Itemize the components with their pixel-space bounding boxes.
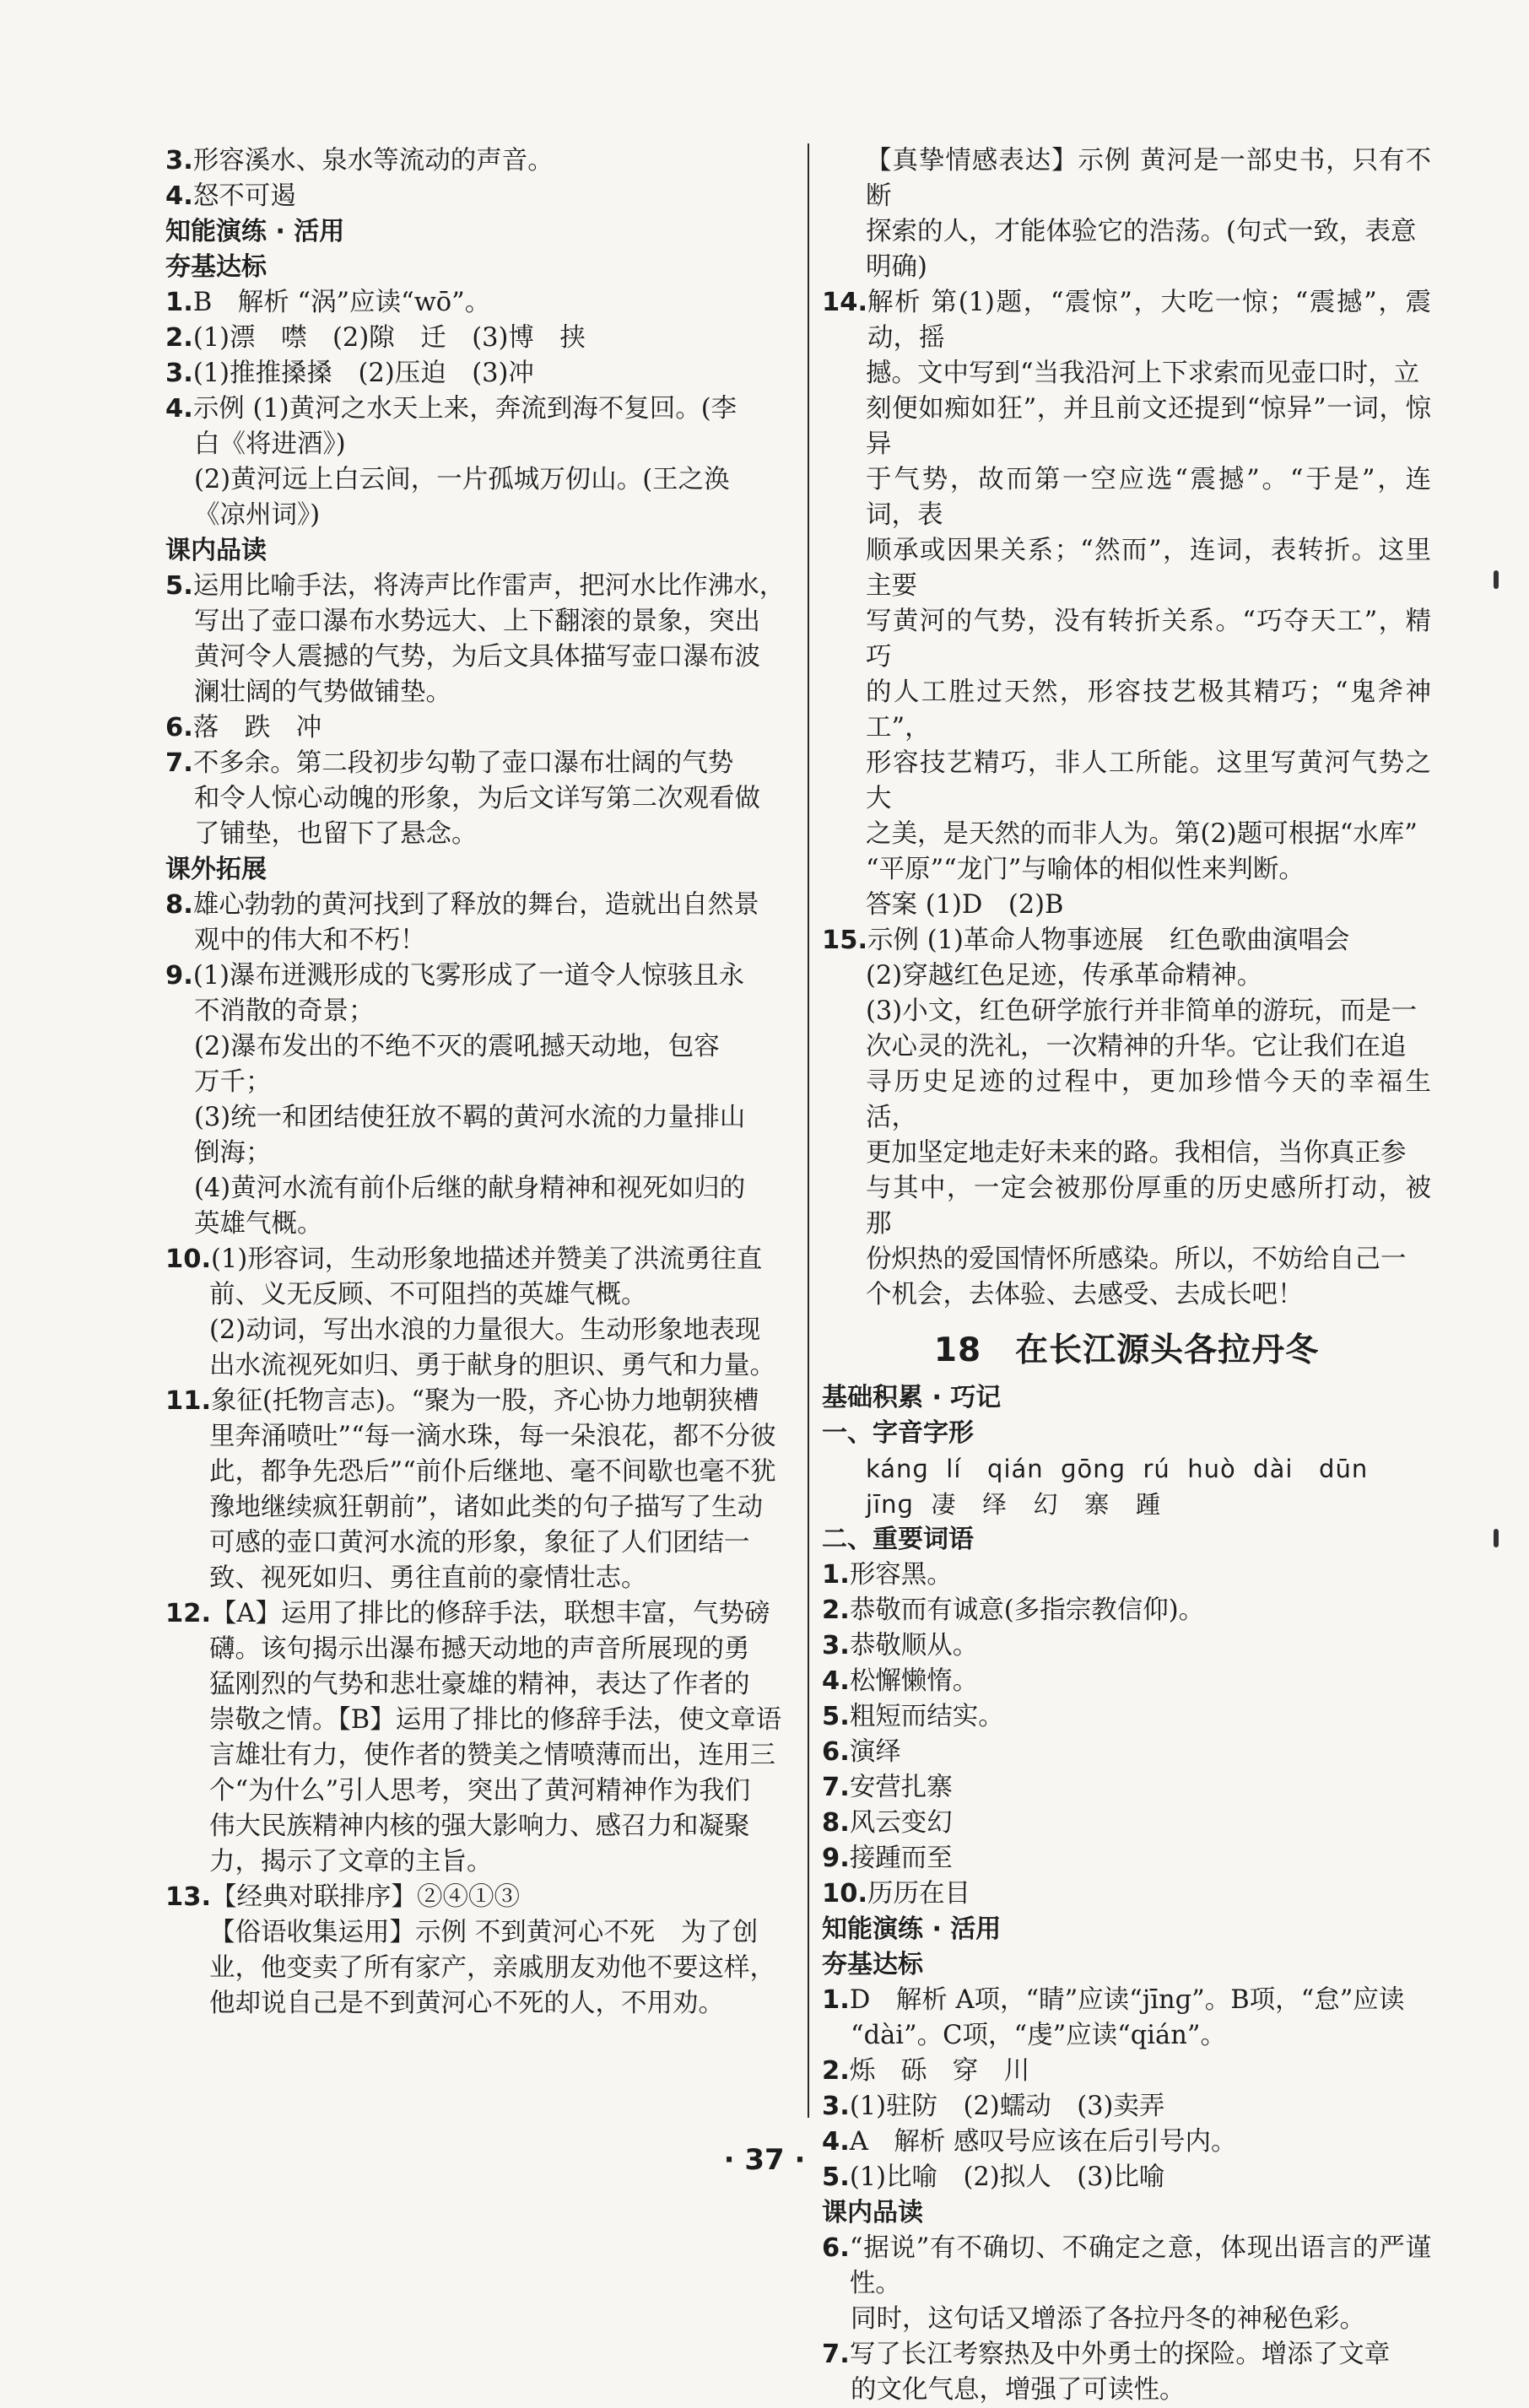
section-heading: 一、字音字形 [822, 1418, 974, 1448]
item-text: 松懈懒惰。 [849, 1666, 979, 1696]
item-number: 15. [822, 926, 868, 955]
continuation-line: 和令人惊心动魄的形象，为后文详写第二次观看做 [194, 784, 760, 813]
continuation-line: 次心灵的洗礼，一次精神的升华。它让我们在追 [866, 1032, 1407, 1061]
continuation-line: 豫地继续疯狂朝前”，诸如此类的句子描写了生动 [209, 1493, 764, 1522]
answer-item [165, 746, 793, 781]
item-number: 2. [822, 1595, 850, 1625]
answer-item [822, 1735, 1431, 1770]
continuation-line: 撼。文中写到“当我沿河上下求索而见壶口时，立 [866, 359, 1420, 388]
item-text: 示例 (1)革命人物事迹展 红色歌曲演唱会 [867, 926, 1350, 955]
continuation-line: 他却说自己是不到黄河心不死的人，不用劝。 [209, 1989, 724, 2018]
section-heading: 夯基达标 [822, 1950, 923, 1979]
item-text: 形容溪水、泉水等流动的声音。 [192, 146, 554, 175]
answer-item [165, 143, 793, 179]
continuation-line: 写出了壶口瀑布水势远大、上下翻滚的景象，突出 [194, 607, 760, 636]
item-number: 7. [822, 1773, 850, 1802]
continuation-line: (3)小文，红色研学旅行并非简单的游玩，而是一 [866, 996, 1418, 1026]
answer-item [822, 1876, 1431, 1912]
item-text: 写了长江考察热及中外勇士的探险。增添了文章 [849, 2340, 1391, 2369]
pinyin-row: jīnɡ 凄 绎 幻 寨 踵 [866, 1490, 1161, 1519]
continuation-line: 个机会，去体验、去感受、去成长吧！ [866, 1280, 1304, 1309]
item-text: (1)驻防 (2)蠕动 (3)卖弄 [849, 2092, 1165, 2121]
item-number: 4. [165, 181, 193, 211]
continuation-line: 可感的壶口黄河水流的形象，象征了人们团结一 [209, 1528, 750, 1558]
item-number: 6. [822, 1737, 850, 1767]
item-text: 解析 第(1)题，“震惊”，大吃一惊；“震撼”，震动，摇 [867, 288, 1431, 353]
section-heading: 课内品读 [822, 2198, 923, 2227]
item-text: 示例 (1)黄河之水天上来，奔流到海不复回。(李 [192, 394, 737, 424]
continuation-line: 寻历史足迹的过程中，更加珍惜今天的幸福生活， [866, 1067, 1431, 1132]
item-text: 烁 砾 穿 川 [849, 2056, 1030, 2086]
item-text: 接踵而至 [849, 1844, 953, 1873]
item-number: 13. [165, 1882, 212, 1912]
item-number: 4. [822, 2127, 850, 2157]
item-number: 6. [822, 2233, 850, 2263]
answer-item [165, 1242, 793, 1277]
continuation-line: 此，都争先恐后”“前仆后继地、毫不间歇也毫不犹 [209, 1457, 776, 1487]
answer-item [822, 1841, 1431, 1876]
item-text: (1)漂 噤 (2)隙 迁 (3)博 挟 [192, 323, 586, 353]
item-text: 【A】运用了排比的修辞手法，联想丰富，气势磅 [211, 1599, 770, 1628]
item-number: 7. [165, 748, 193, 778]
continuation-line: 之美，是天然的而非人为。第(2)题可根据“水库” [866, 819, 1418, 849]
answer-item [165, 1596, 793, 1632]
column-divider [808, 143, 809, 2118]
section-heading: 夯基达标 [165, 252, 267, 282]
answer-item [822, 2089, 1431, 2125]
item-text: 不多余。第二段初步勾勒了壶口瀑布壮阔的气势 [192, 748, 734, 778]
continuation-line: 伟大民族精神内核的强大影响力、感召力和凝聚 [209, 1811, 750, 1841]
answer-item [822, 1558, 1431, 1593]
item-text: 恭敬顺从。 [849, 1631, 979, 1660]
section-heading: 知能演练 · 活用 [165, 217, 345, 246]
continuation-line: 力，揭示了文章的主旨。 [209, 1847, 493, 1876]
item-text: “据说”有不确切、不确定之意，体现出语言的严谨性。 [849, 2233, 1431, 2298]
continuation-line: 前、义无反顾、不可阻挡的英雄气概。 [209, 1280, 647, 1309]
answer-item [165, 321, 793, 356]
item-text: (1)形容词，生动形象地描述并赞美了洪流勇往直 [211, 1244, 763, 1274]
continuation-line: 言雄壮有力，使作者的赞美之情喷薄而出，连用三 [209, 1741, 775, 1770]
continuation-line: 里奔涌喷吐”“每一滴水珠，每一朵浪花，都不分彼 [209, 1422, 776, 1451]
continuation-line: (2)瀑布发出的不绝不灭的震吼撼天动地，包容 [194, 1032, 720, 1061]
continuation-line: 写黄河的气势，没有转折关系。“巧夺天工”，精巧 [866, 607, 1431, 672]
continuation-line: 崇敬之情。【B】运用了排比的修辞手法，使文章语 [209, 1705, 782, 1735]
item-text: 象征(托物言志)。“聚为一股，齐心协力地朝狭槽 [211, 1386, 759, 1416]
item-text: 演绎 [849, 1737, 901, 1767]
continuation-line: 刻便如痴如狂”，并且前文还提到“惊异”一词，惊异 [866, 394, 1431, 459]
continuation-line: 观中的伟大和不朽！ [194, 926, 426, 955]
right-column [822, 143, 1431, 2408]
item-text: 怒不可遏 [192, 181, 296, 211]
continuation-line: 的文化气息，增强了可读性。 [851, 2375, 1186, 2405]
continuation-line: (2)动词，写出水浪的力量很大。生动形象地表现 [209, 1315, 761, 1345]
continuation-line: 澜壮阔的气势做铺垫。 [194, 678, 451, 707]
item-text: 粗短而结实。 [849, 1702, 1004, 1731]
item-text: 【经典对联排序】②④①③ [211, 1882, 521, 1912]
page-number: · 37 · [723, 2143, 806, 2177]
item-number: 1. [822, 1560, 850, 1590]
section-heading: 知能演练 · 活用 [822, 1914, 1002, 1944]
item-text: A 解析 感叹号应该在后引号内。 [849, 2127, 1237, 2157]
item-number: 3. [165, 359, 193, 388]
item-number: 1. [165, 288, 193, 317]
continuation-line: (4)黄河水流有前仆后继的献身精神和视死如归的 [194, 1174, 746, 1203]
continuation-line: 同时，这句话又增添了各拉丹冬的神秘色彩。 [851, 2304, 1365, 2334]
lesson-title: 18 在长江源头各拉丹冬 [933, 1331, 1320, 1369]
answer-item [822, 1806, 1431, 1841]
item-number: 3. [165, 146, 193, 175]
continuation-line: 出水流视死如归、勇于献身的胆识、勇气和力量。 [209, 1351, 775, 1380]
continuation-line: “平原”“龙门”与喻体的相似性来判断。 [866, 855, 1305, 884]
item-number: 8. [822, 1808, 850, 1838]
answer-item [165, 356, 793, 391]
continuation-line: 猛刚烈的气势和悲壮豪雄的精神，表达了作者的 [209, 1670, 750, 1699]
item-number: 9. [822, 1844, 850, 1873]
scan-mark [1494, 570, 1499, 589]
answer-item [822, 1699, 1431, 1735]
item-number: 2. [165, 323, 193, 353]
item-number: 12. [165, 1599, 212, 1628]
answer-item [165, 569, 793, 604]
continuation-line: 形容技艺精巧，非人工所能。这里写黄河气势之大 [866, 748, 1431, 813]
answer-item [165, 391, 793, 427]
continuation-line: 黄河令人震撼的气势，为后文具体描写壶口瀑布波 [194, 642, 760, 672]
left-column [165, 143, 793, 2022]
item-number: 2. [822, 2056, 850, 2086]
item-number: 3. [822, 2092, 850, 2121]
continuation-line: 于气势，故而第一空应选“震撼”。“于是”，连词，表 [866, 465, 1431, 530]
item-number: 1. [822, 1985, 850, 2015]
answer-item [822, 1983, 1431, 2018]
continuation-line: 礴。该句揭示出瀑布撼天动地的声音所展现的勇 [209, 1634, 750, 1664]
item-text: 运用比喻手法，将涛声比作雷声，把河水比作沸水， [192, 571, 786, 601]
item-text: 安营扎寨 [849, 1773, 953, 1802]
answer-item [165, 710, 793, 746]
answer-item [165, 1880, 793, 1915]
continuation-line: 致、视死如归、勇往直前的豪情壮志。 [209, 1563, 647, 1593]
item-text: 风云变幻 [849, 1808, 953, 1838]
answer-item [165, 1384, 793, 1419]
answer-item [822, 2054, 1431, 2089]
answer-item [822, 2337, 1431, 2373]
item-number: 4. [822, 1666, 850, 1696]
answer-item [165, 958, 793, 994]
answer-item [165, 285, 793, 321]
item-number: 5. [822, 2162, 850, 2192]
item-text: 落 跌 冲 [192, 713, 322, 742]
item-number: 10. [822, 1879, 868, 1909]
continuation-line: 【俗语收集运用】示例 不到黄河心不死 为了创 [209, 1918, 759, 1947]
answer-item [822, 2231, 1431, 2302]
item-text: 雄心勃勃的黄河找到了释放的舞台，造就出自然景 [192, 890, 759, 920]
continuation-line: 顺承或因果关系；“然而”，连词，表转折。这里主要 [866, 536, 1431, 601]
continuation-line: 倒海； [194, 1138, 272, 1168]
section-heading: 课内品读 [165, 536, 267, 565]
continuation-line: 份炽热的爱国情怀所感染。所以，不妨给自己一 [866, 1244, 1407, 1274]
section-heading: 课外拓展 [165, 855, 267, 884]
answer-item [822, 285, 1431, 356]
continuation-line: 了铺垫，也留下了悬念。 [194, 819, 478, 849]
continuation-line: 的人工胜过天然，形容技艺极其精巧；“鬼斧神工”， [866, 678, 1431, 742]
continuation-line: 业，他变卖了所有家产，亲戚朋友劝他不要这样， [209, 1953, 775, 1983]
continuation-line: 英雄气概。 [194, 1209, 323, 1239]
item-number: 10. [165, 1244, 212, 1274]
item-text: D 解析 A项，“睛”应读“jīnɡ”。B项，“怠”应读 [849, 1985, 1405, 2015]
item-number: 14. [822, 288, 868, 317]
item-text: B 解析 “涡”应读“wō”。 [192, 288, 491, 317]
scan-mark [1494, 1529, 1499, 1547]
answer-item [822, 1770, 1431, 1806]
answer-item [822, 1664, 1431, 1699]
item-number: 7. [822, 2340, 850, 2369]
item-text: 形容黑。 [849, 1560, 953, 1590]
item-text: 恭敬而有诚意(多指宗教信仰)。 [849, 1595, 1205, 1625]
section-heading: 二、重要词语 [822, 1525, 974, 1554]
item-number: 4. [165, 394, 193, 424]
pinyin-row: kánɡ lí qián ɡōnɡ rú huò dài dūn [866, 1455, 1369, 1483]
item-text: (1)瀑布迸溅形成的飞雾形成了一道令人惊骇且永 [192, 961, 745, 991]
item-number: 6. [165, 713, 193, 742]
continuation-line: (2)黄河远上白云间，一片孤城万仞山。(王之涣 [194, 465, 730, 494]
continuation-line: (3)统一和团结使狂放不羁的黄河水流的力量排山 [194, 1103, 746, 1132]
answer-item [822, 923, 1431, 958]
continuation-line: 明确) [866, 252, 927, 282]
item-number: 11. [165, 1386, 212, 1416]
answer-item [165, 888, 793, 923]
continuation-line: 不消散的奇景； [194, 996, 375, 1026]
continuation-line: 个“为什么”引人思考，突出了黄河精神作为我们 [209, 1776, 751, 1806]
item-number: 8. [165, 890, 193, 920]
answer-item [165, 179, 793, 214]
continuation-line: “dài”。C项，“虔”应读“qián”。 [851, 2021, 1226, 2050]
item-number: 5. [165, 571, 193, 601]
answer-item [822, 1593, 1431, 1628]
item-text: (1)比喻 (2)拟人 (3)比喻 [849, 2162, 1165, 2192]
item-text: 历历在目 [867, 1879, 971, 1909]
continuation-line: (2)穿越红色足迹，传承革命精神。 [866, 961, 1263, 991]
answer-item [822, 1628, 1431, 1664]
continuation-line: 白《将进酒》) [194, 429, 346, 459]
continuation-line: 万千； [194, 1067, 272, 1097]
continuation-line: 答案 (1)D (2)B [866, 890, 1064, 920]
continuation-line: 【真挚情感表达】示例 黄河是一部史书，只有不断 [866, 146, 1431, 211]
continuation-line: 与其中，一定会被那份厚重的历史感所打动，被那 [866, 1174, 1431, 1239]
item-number: 5. [822, 1702, 850, 1731]
section-heading: 基础积累 · 巧记 [822, 1383, 1002, 1412]
continuation-line: 更加坚定地走好未来的路。我相信，当你真正参 [866, 1138, 1407, 1168]
item-number: 9. [165, 961, 193, 991]
continuation-line: 探索的人，才能体验它的浩荡。(句式一致，表意 [866, 217, 1417, 246]
continuation-line: 《凉州词》) [194, 500, 321, 530]
item-number: 3. [822, 1631, 850, 1660]
item-text: (1)推推搡搡 (2)压迫 (3)冲 [192, 359, 534, 388]
